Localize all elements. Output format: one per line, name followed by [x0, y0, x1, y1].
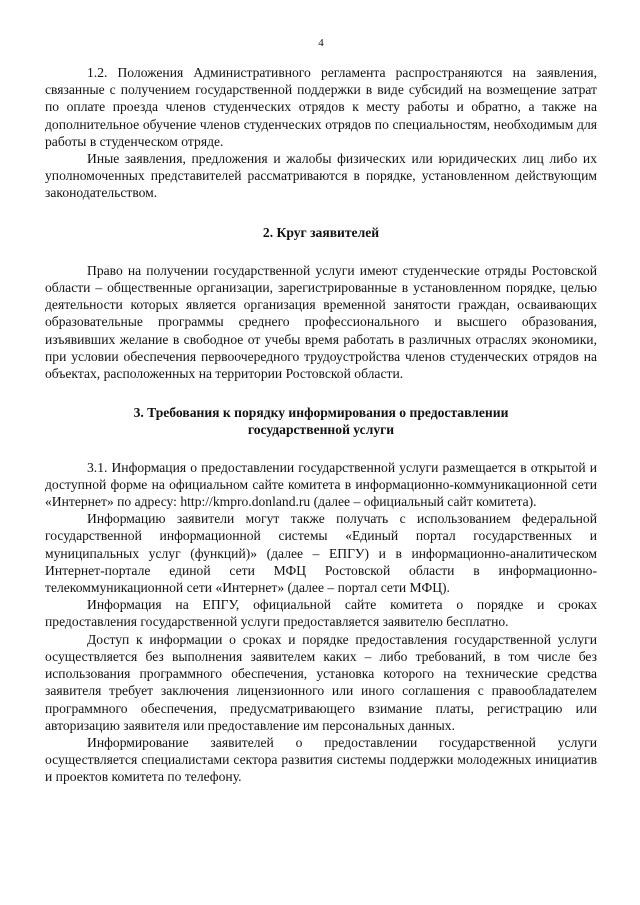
paragraph-other-applications: Иные заявления, предложения и жалобы физических или юридических лиц либо их уполномоченных представителей рассматриваются в порядке, установленном действующим законодательством.	[45, 151, 597, 201]
paragraph-access: Доступ к информации о сроках и порядке предоставления государственной услуги осуществляется без выполнения заявителем каких – либо требований, в том числе без использования программного обеспечения, установка которого на технические средства заявителя требует заключения лицензионного или иного соглашения с правообладателем программного обеспечения, предусматривающего взимание платы, регистрацию или авторизацию заявителя или предоставление им персональных данных.	[45, 631, 597, 733]
section-2-heading: 2. Круг заявителей	[262, 224, 380, 240]
document-body	[45, 64, 597, 786]
section-3-heading-line-2: государственной услуги	[247, 422, 395, 438]
paragraph-1-2: 1.2. Положения Административного регламента распространяются на заявления, связанные с получением государственной поддержки в виде субсидий на возмещение затрат по оплате проезда членов студенческих отрядов к месту работы и обратно, а также на дополнительное обучение членов студенческих отрядов по специальностям, необходимым для работы в студенческом отряде.	[45, 65, 597, 149]
page-number: 4	[318, 37, 324, 49]
paragraph-free-info: Информация на ЕПГУ, официальной сайте комитета о порядке и сроках предоставления государственной услуги предоставляется заявителю бесплатно.	[45, 597, 597, 630]
paragraph-applicants: Право на получении государственной услуги имеют студенческие отряды Ростовской области – общественные организации, зарегистрированные в установленном порядке, целью деятельности которых является организация временной занятости граждан, осваивающих образовательные программы среднего профессионального и высшего образования, изъявивших желание в свободное от учебы время работать в различных отраслях экономики, при условии обеспечения первоочередного трудоустройства членов студенческих отрядов на объектах, расположенных на территории Ростовской области.	[45, 262, 597, 382]
section-3-heading	[45, 404, 597, 438]
paragraph-3-1: 3.1. Информация о предоставлении государственной услуги размещается в открытой и доступной форме на официальном сайте комитета в информационно-коммуникационной сети «Интернет» по адресу: http://kmpro.donland.ru (далее – официальный сайт комитета).	[45, 459, 597, 510]
paragraph-epgu: Информацию заявители могут также получать с использованием федеральной государственной информационной системы «Единый портал государственных и муниципальных услуг (функций)» (далее – ЕПГУ) и в информационно-аналитическом Интернет-портале единой сети МФЦ Ростовской области в информационно-телекоммуникационной сети «Интернет» (далее – портал сети МФЦ).	[45, 511, 597, 596]
section-3-heading-line-1: 3. Требования к порядку информирования о предоставлении	[133, 405, 509, 421]
paragraph-informing: Информирование заявителей о предоставлении государственной услуги осуществляется специалистами сектора развития системы поддержки молодежных инициатив и проектов комитета по телефону.	[45, 734, 597, 785]
